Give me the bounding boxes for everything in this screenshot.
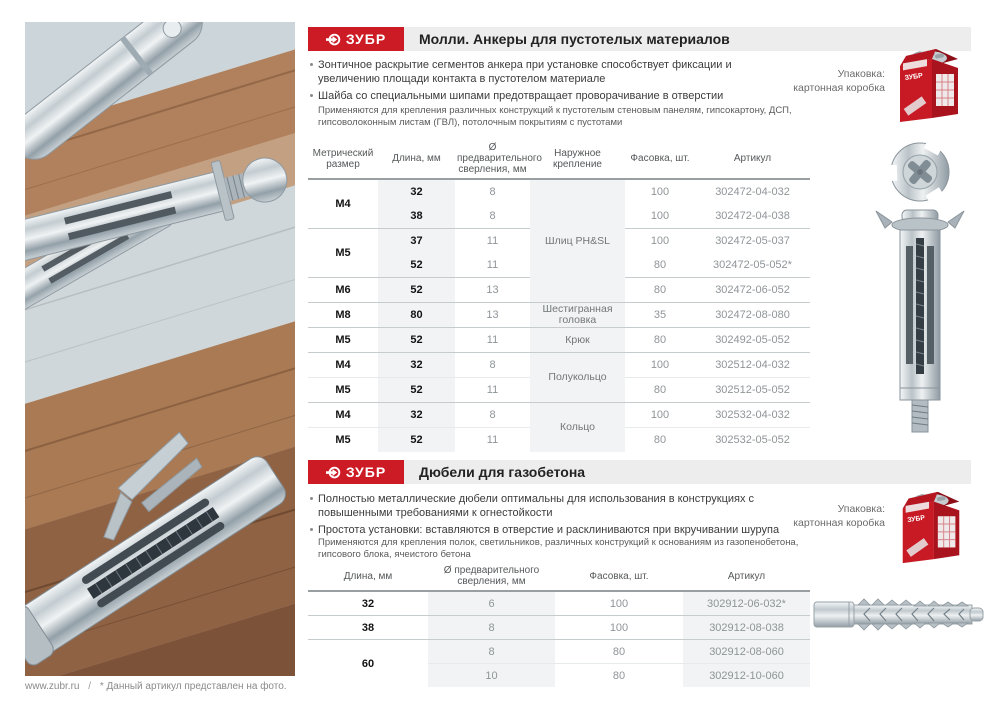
col-header-pack: Фасовка, шт. xyxy=(625,139,695,179)
packaging-line2: картонная коробка xyxy=(793,82,885,94)
cell-sku: 302492-05-052 xyxy=(695,328,810,353)
cell-drill: 11 xyxy=(455,328,530,353)
section1-title: Молли. Анкеры для пустотелых материалов xyxy=(419,31,730,47)
cell-drill: 8 xyxy=(428,640,555,664)
section2-header-bar xyxy=(308,460,971,484)
cell-drill: 8 xyxy=(489,186,496,198)
site-url-link[interactable]: www.zubr.ru xyxy=(25,681,80,692)
zubr-logo-text: ЗУБР xyxy=(345,464,387,480)
table-row xyxy=(308,353,810,378)
packaging-line2: картонная коробка xyxy=(793,517,885,529)
section1-packaging-label xyxy=(745,67,885,95)
col-header-size: Метрический размер xyxy=(308,139,378,179)
cell-length: 32 xyxy=(378,403,455,428)
section2-title: Дюбели для газобетона xyxy=(419,464,586,480)
cell-pack: 100 xyxy=(625,403,695,428)
cell-size: М5 xyxy=(308,229,378,278)
table-row xyxy=(308,640,810,664)
cell-drill: 8 xyxy=(489,210,496,222)
dowel-illustration xyxy=(812,592,988,638)
packaging-box-image-2 xyxy=(891,486,971,566)
bullet-item: Полностью металлические дюбели оптимальны для использования в конструкциях с повышенными требованиями к огнестойкости xyxy=(308,492,808,520)
col-header-drill: Ø предварительного сверления, мм xyxy=(455,139,530,179)
cell-drill: 13 xyxy=(455,303,530,328)
cell-length: 52 xyxy=(378,428,455,453)
footer-separator: / xyxy=(88,681,92,692)
zubr-logo-text: ЗУБР xyxy=(345,31,387,47)
bullet-item: Простота установки: вставляются в отверстие и расклиниваются при вкручивании шурупа xyxy=(308,523,808,537)
cell-mount: Шлиц PH&SL xyxy=(530,179,625,303)
cell-drill: 8 xyxy=(455,353,530,378)
section1-header-bar xyxy=(308,27,971,51)
section1-note: Применяются для крепления различных конструкций к пустотелым стеновым панелям, гипсокартону, ДСП, гипсоволоконным листам (ГВЛ), потолочным покрытиям с пустотами xyxy=(318,105,792,128)
cell-pack: 100 xyxy=(650,210,670,222)
cell-drill: 6 xyxy=(428,591,555,616)
col-header-drill: Ø предварительного сверления, мм xyxy=(428,562,555,591)
cell-sku: 302912-08-060 xyxy=(683,640,810,664)
carton-box-icon xyxy=(888,44,970,124)
cell-sku: 302912-10-060 xyxy=(683,664,810,688)
product-photo xyxy=(25,22,295,676)
cell-pack: 100 xyxy=(609,597,629,610)
cell-pack: 80 xyxy=(555,664,683,688)
carton-box-icon xyxy=(891,486,971,566)
cell-pack: 80 xyxy=(555,640,683,664)
cell-mount: Полукольцо xyxy=(530,353,625,403)
section2-table xyxy=(308,562,810,687)
cell-sku: 302472-06-052 xyxy=(695,278,810,303)
cell-sku: 302512-04-032 xyxy=(695,353,810,378)
cell-drill: 11 xyxy=(455,229,530,254)
cell-pack: 80 xyxy=(625,428,695,453)
cell-drill: 11 xyxy=(455,428,530,453)
col-header-pack: Фасовка, шт. xyxy=(555,562,683,591)
cell-size: М5 xyxy=(308,428,378,453)
cell-length: 38 xyxy=(378,204,455,229)
cell-length: 52 xyxy=(378,278,455,303)
gas-concrete-dowel-image xyxy=(812,592,988,638)
cell-length: 52 xyxy=(378,378,455,403)
cell-sku: 302472-05-052* xyxy=(713,259,792,271)
cell-size: М4 xyxy=(308,403,378,428)
cell-size: М4 xyxy=(335,198,351,210)
cell-pack: 35 xyxy=(625,303,695,328)
cell-pack: 80 xyxy=(625,278,695,303)
box-brand-text: ЗУБР xyxy=(906,514,926,525)
packaging-line1: Упаковка: xyxy=(837,503,885,515)
page-footer xyxy=(25,681,287,692)
molly-anchor-image xyxy=(856,132,994,448)
bullet-item: Зонтичное раскрытие сегментов анкера при установке способствует фиксации и увеличению площади контакта в пустотелом материале xyxy=(308,58,783,86)
cell-length: 32 xyxy=(378,179,455,204)
cell-mount: Шестигранная головка xyxy=(530,303,625,328)
cell-size: М8 xyxy=(308,303,378,328)
cell-sku: 302472-05-037 xyxy=(695,229,810,254)
table-row xyxy=(308,403,810,428)
col-header-sku: Артикул xyxy=(683,562,810,591)
section1-table xyxy=(308,139,810,452)
col-header-mount: Наружное крепление xyxy=(530,139,625,179)
table-row xyxy=(308,179,810,204)
cell-pack: 80 xyxy=(653,259,667,271)
cell-length: 52 xyxy=(378,253,455,278)
cell-pack: 80 xyxy=(625,378,695,403)
cell-pack: 80 xyxy=(625,328,695,353)
table-row xyxy=(308,616,810,640)
cell-pack: 100 xyxy=(625,229,695,254)
table-row xyxy=(308,328,810,353)
cell-pack: 100 xyxy=(625,353,695,378)
zubr-logo xyxy=(308,460,404,484)
section1-bullets xyxy=(308,58,783,106)
cell-length: 32 xyxy=(361,597,375,610)
molly-anchor-illustration xyxy=(856,132,994,448)
cell-length: 37 xyxy=(378,229,455,254)
anchors-photo-illustration xyxy=(25,22,295,676)
col-header-length: Длина, мм xyxy=(378,139,455,179)
cell-length: 52 xyxy=(378,328,455,353)
cell-sku: 302912-08-038 xyxy=(683,616,810,640)
cell-sku: 302512-05-052 xyxy=(695,378,810,403)
cell-sku: 302532-05-052 xyxy=(695,428,810,453)
zubr-logo xyxy=(308,27,404,51)
table-header-row xyxy=(308,562,810,591)
footnote-text: * Данный артикул представлен на фото. xyxy=(99,681,287,692)
cell-size: М6 xyxy=(308,278,378,303)
packaging-line1: Упаковка: xyxy=(837,68,885,80)
col-header-sku: Артикул xyxy=(695,139,810,179)
cell-drill: 10 xyxy=(428,664,555,688)
cell-mount: Крюк xyxy=(530,328,625,353)
cell-drill: 11 xyxy=(455,378,530,403)
cell-sku: 302472-08-080 xyxy=(695,303,810,328)
cell-length: 80 xyxy=(378,303,455,328)
section2-packaging-label xyxy=(745,502,885,530)
cell-drill: 13 xyxy=(455,278,530,303)
zubr-logo-icon xyxy=(326,465,341,480)
cell-sku: 302472-04-032 xyxy=(715,186,790,198)
zubr-logo-icon xyxy=(326,32,341,47)
cell-sku: 302532-04-032 xyxy=(695,403,810,428)
packaging-box-image-1 xyxy=(888,44,970,124)
table-row xyxy=(308,303,810,328)
cell-length: 38 xyxy=(308,616,428,640)
cell-pack: 100 xyxy=(555,616,683,640)
section2-note: Применяются для крепления полок, светильников, различных конструкций к основаниям из газопенобетона, гипсового блока, ячеистого бетона xyxy=(318,537,799,560)
cell-drill: 11 xyxy=(486,259,499,271)
table-header-row xyxy=(308,139,810,179)
box-brand-text: ЗУБР xyxy=(904,72,924,82)
table-row xyxy=(308,591,810,616)
cell-drill: 8 xyxy=(428,616,555,640)
cell-sku: 302912-06-032* xyxy=(683,591,810,616)
cell-sku: 302472-04-038 xyxy=(715,210,790,222)
section2-bullets xyxy=(308,492,808,540)
bullet-item: Шайба со специальными шипами предотвращает проворачивание в отверстии xyxy=(308,89,783,103)
cell-size: М5 xyxy=(308,328,378,353)
cell-pack: 100 xyxy=(650,186,670,198)
cell-drill: 8 xyxy=(455,403,530,428)
cell-size: М5 xyxy=(308,378,378,403)
cell-size: М4 xyxy=(308,353,378,378)
cell-mount: Кольцо xyxy=(530,403,625,453)
cell-length: 60 xyxy=(308,640,428,688)
cell-length: 32 xyxy=(378,353,455,378)
col-header-length: Длина, мм xyxy=(308,562,428,591)
